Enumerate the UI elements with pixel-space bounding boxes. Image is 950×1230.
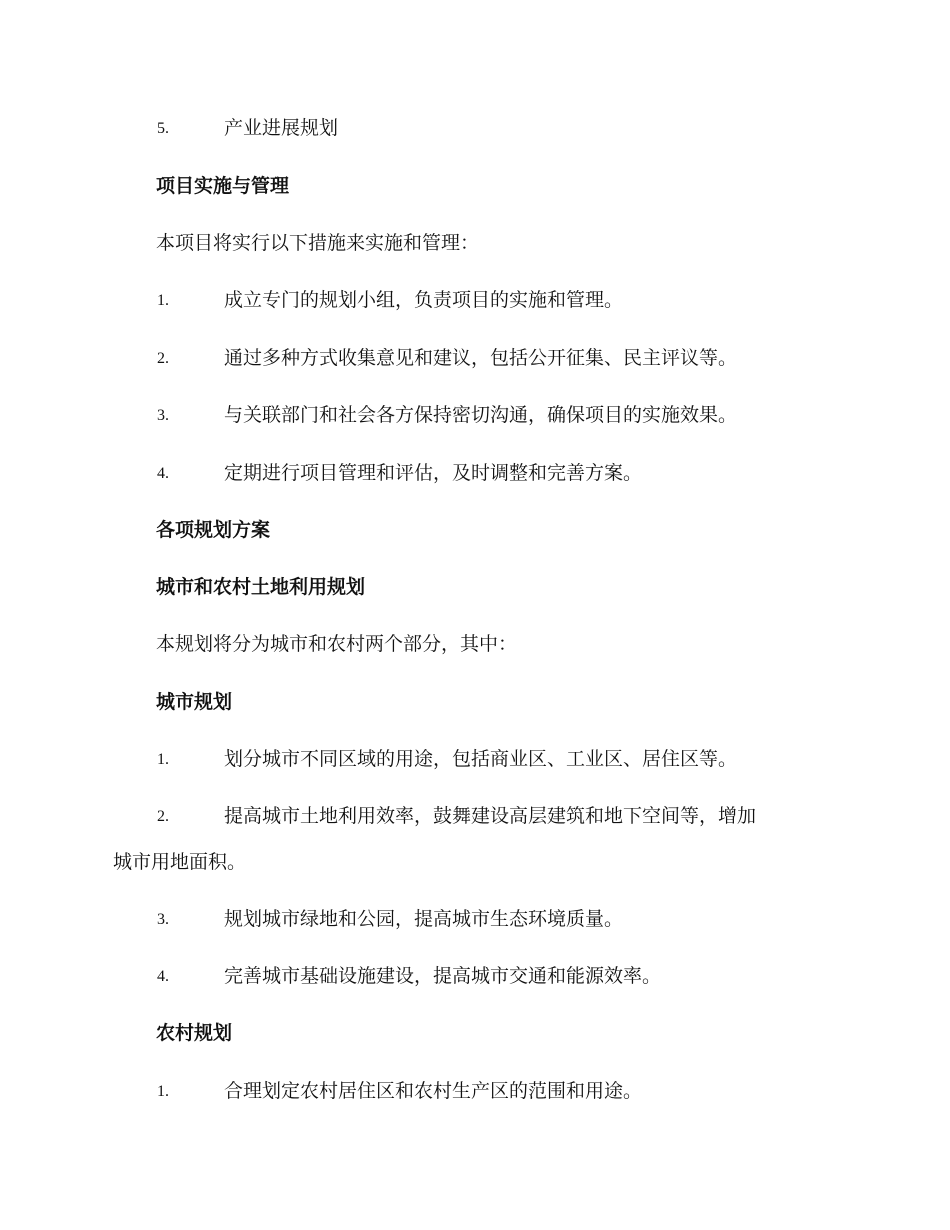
list-item-text: 定期进行项目管理和评估，及时调整和完善方案。 <box>224 462 643 484</box>
list-number: 3. <box>157 407 169 424</box>
list-item-text: 合理划定农村居住区和农村生产区的范围和用途。 <box>224 1080 643 1102</box>
list-number: 5. <box>157 120 169 137</box>
list-item-continuation: 城市用地面积。 <box>113 851 247 873</box>
section-heading-rural: 农村规划 <box>156 1022 233 1044</box>
list-item-text: 通过多种方式收集意见和建议，包括公开征集、民主评议等。 <box>224 347 738 369</box>
list-number: 1. <box>157 751 169 768</box>
list-item-text: 完善城市基础设施建设，提高城市交通和能源效率。 <box>224 965 662 987</box>
list-number: 1. <box>157 292 169 309</box>
list-item-text: 与关联部门和社会各方保持密切沟通，确保项目的实施效果。 <box>224 404 738 426</box>
list-number: 4. <box>157 968 169 985</box>
land-use-intro: 本规划将分为城市和农村两个部分，其中： <box>156 633 518 655</box>
implementation-intro: 本项目将实行以下措施来实施和管理： <box>156 232 480 254</box>
section-heading-land-use: 城市和农村土地利用规划 <box>156 576 366 598</box>
section-heading-urban: 城市规划 <box>156 691 233 713</box>
list-item-text: 提高城市土地利用效率，鼓舞建设高层建筑和地下空间等，增加 <box>224 805 757 827</box>
list-item-text: 成立专门的规划小组，负责项目的实施和管理。 <box>224 289 624 311</box>
list-number: 1. <box>157 1083 169 1100</box>
list-number: 2. <box>157 808 169 825</box>
section-heading-plans: 各项规划方案 <box>156 519 271 541</box>
list-item-text: 产业进展规划 <box>224 117 339 139</box>
list-number: 2. <box>157 350 169 367</box>
section-heading-implementation: 项目实施与管理 <box>156 175 290 197</box>
list-number: 4. <box>157 465 169 482</box>
list-item-text: 划分城市不同区域的用途，包括商业区、工业区、居住区等。 <box>224 748 738 770</box>
list-number: 3. <box>157 911 169 928</box>
list-item-text: 规划城市绿地和公园，提高城市生态环境质量。 <box>224 908 624 930</box>
